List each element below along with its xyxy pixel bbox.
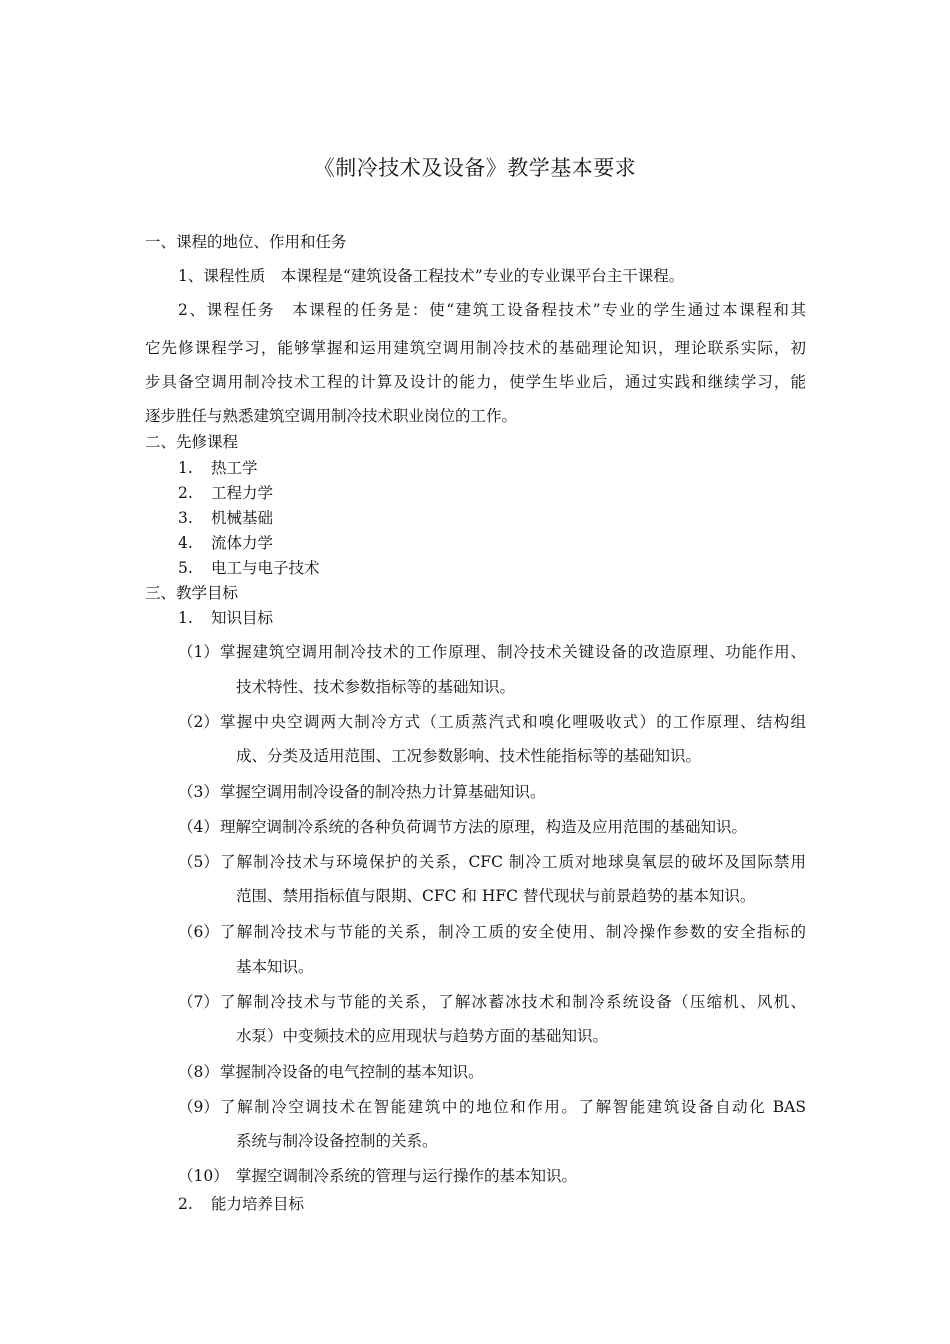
goal-text-line: 基本知识。	[236, 958, 314, 976]
prereq-item: 工程力学	[211, 484, 274, 502]
goal-text-line: 了解制冷技术与节能的关系，了解冰蓄冰技术和制冷系统设备（压缩机、风机、	[220, 993, 806, 1011]
course-task-line-4: 逐步胜任与熟悉建筑空调用制冷技术职业岗位的工作。	[145, 407, 518, 425]
goal-text-line: 系统与制冷设备控制的关系。	[236, 1132, 438, 1150]
goal-text-line: 理解空调制冷系统的各种负荷调节方法的原理，构造及应用范围的基础知识。	[220, 818, 748, 836]
goal-text-line: 掌握中央空调两大制冷方式（工质蒸汽式和嗅化哩吸收式）的工作原理、结构组	[220, 713, 806, 731]
section-heading-1: 一、课程的地位、作用和任务	[145, 233, 347, 251]
goal-text-line: 掌握空调制冷系统的管理与运行操作的基本知识。	[236, 1167, 578, 1185]
goal-text-line: 掌握空调用制冷设备的制冷热力计算基础知识。	[220, 783, 546, 801]
prereq-item: 流体力学	[211, 534, 274, 552]
goal-text-line: 了解制冷技术与环境保护的关系，CFC 制冷工质对地球臭氧层的破坏及国际禁用	[220, 853, 806, 871]
goal-number: （10）	[178, 1167, 229, 1185]
prereq-item: 机械基础	[211, 509, 274, 527]
prereq-number: 3.	[178, 509, 193, 527]
goal-number: （9）	[178, 1098, 219, 1116]
goal-number: （7）	[178, 993, 219, 1011]
goal-number: （1）	[178, 643, 219, 661]
goal-text-line: 范围、禁用指标值与限期、CFC 和 HFC 替代现状与前景趋势的基本知识。	[236, 887, 756, 905]
goal-number: （5）	[178, 853, 219, 871]
course-task-line-1: 2、课程任务 本课程的任务是：使“建筑工设备程技术”专业的学生通过本课程和其	[178, 301, 806, 319]
goal-number: （4）	[178, 818, 219, 836]
goal-number: （8）	[178, 1063, 219, 1081]
course-task-line-3: 步具备空调用制冷技术工程的计算及设计的能力，使学生毕业后，通过实践和继续学习，能	[145, 373, 806, 391]
goal-text-line: 成、分类及适用范围、工况参数影响、技术性能指标等的基础知识。	[236, 747, 702, 765]
subsection-number: 1.	[178, 609, 193, 627]
goal-text-line: 技术特性、技术参数指标等的基础知识。	[236, 678, 516, 696]
goal-text-line: 了解制冷技术与节能的关系，制冷工质的安全使用、制冷操作参数的安全指标的	[220, 923, 806, 941]
prereq-number: 5.	[178, 559, 193, 577]
course-nature-paragraph: 1、课程性质 本课程是“建筑设备工程技术”专业的专业课平台主干课程。	[178, 267, 685, 285]
goal-text-line: 掌握制冷设备的电气控制的基本知识。	[220, 1063, 484, 1081]
course-task-line-2: 它先修课程学习，能够掌握和运用建筑空调用制冷技术的基础理论知识，理论联系实际，初	[145, 339, 806, 357]
goal-number: （2）	[178, 713, 219, 731]
section-heading-2: 二、先修课程	[145, 433, 239, 451]
subsection-title: 知识目标	[211, 609, 274, 627]
goal-number: （3）	[178, 783, 219, 801]
subsection-title: 能力培养目标	[211, 1195, 305, 1213]
document-title: 《制冷技术及设备》教学基本要求	[313, 156, 637, 180]
prereq-number: 4.	[178, 534, 193, 552]
goal-number: （6）	[178, 923, 219, 941]
goal-text-line: 了解制冷空调技术在智能建筑中的地位和作用。了解智能建筑设备自动化 BAS	[220, 1098, 806, 1116]
prereq-item: 电工与电子技术	[211, 559, 320, 577]
goal-text-line: 掌握建筑空调用制冷技术的工作原理、制冷技术关键设备的改造原理、功能作用、	[220, 643, 806, 661]
section-heading-3: 三、教学目标	[145, 584, 239, 602]
goal-text-line: 水泵）中变频技术的应用现状与趋势方面的基础知识。	[236, 1027, 609, 1045]
prereq-item: 热工学	[211, 459, 258, 477]
subsection-number: 2.	[178, 1195, 193, 1213]
prereq-number: 2.	[178, 484, 193, 502]
prereq-number: 1.	[178, 459, 193, 477]
